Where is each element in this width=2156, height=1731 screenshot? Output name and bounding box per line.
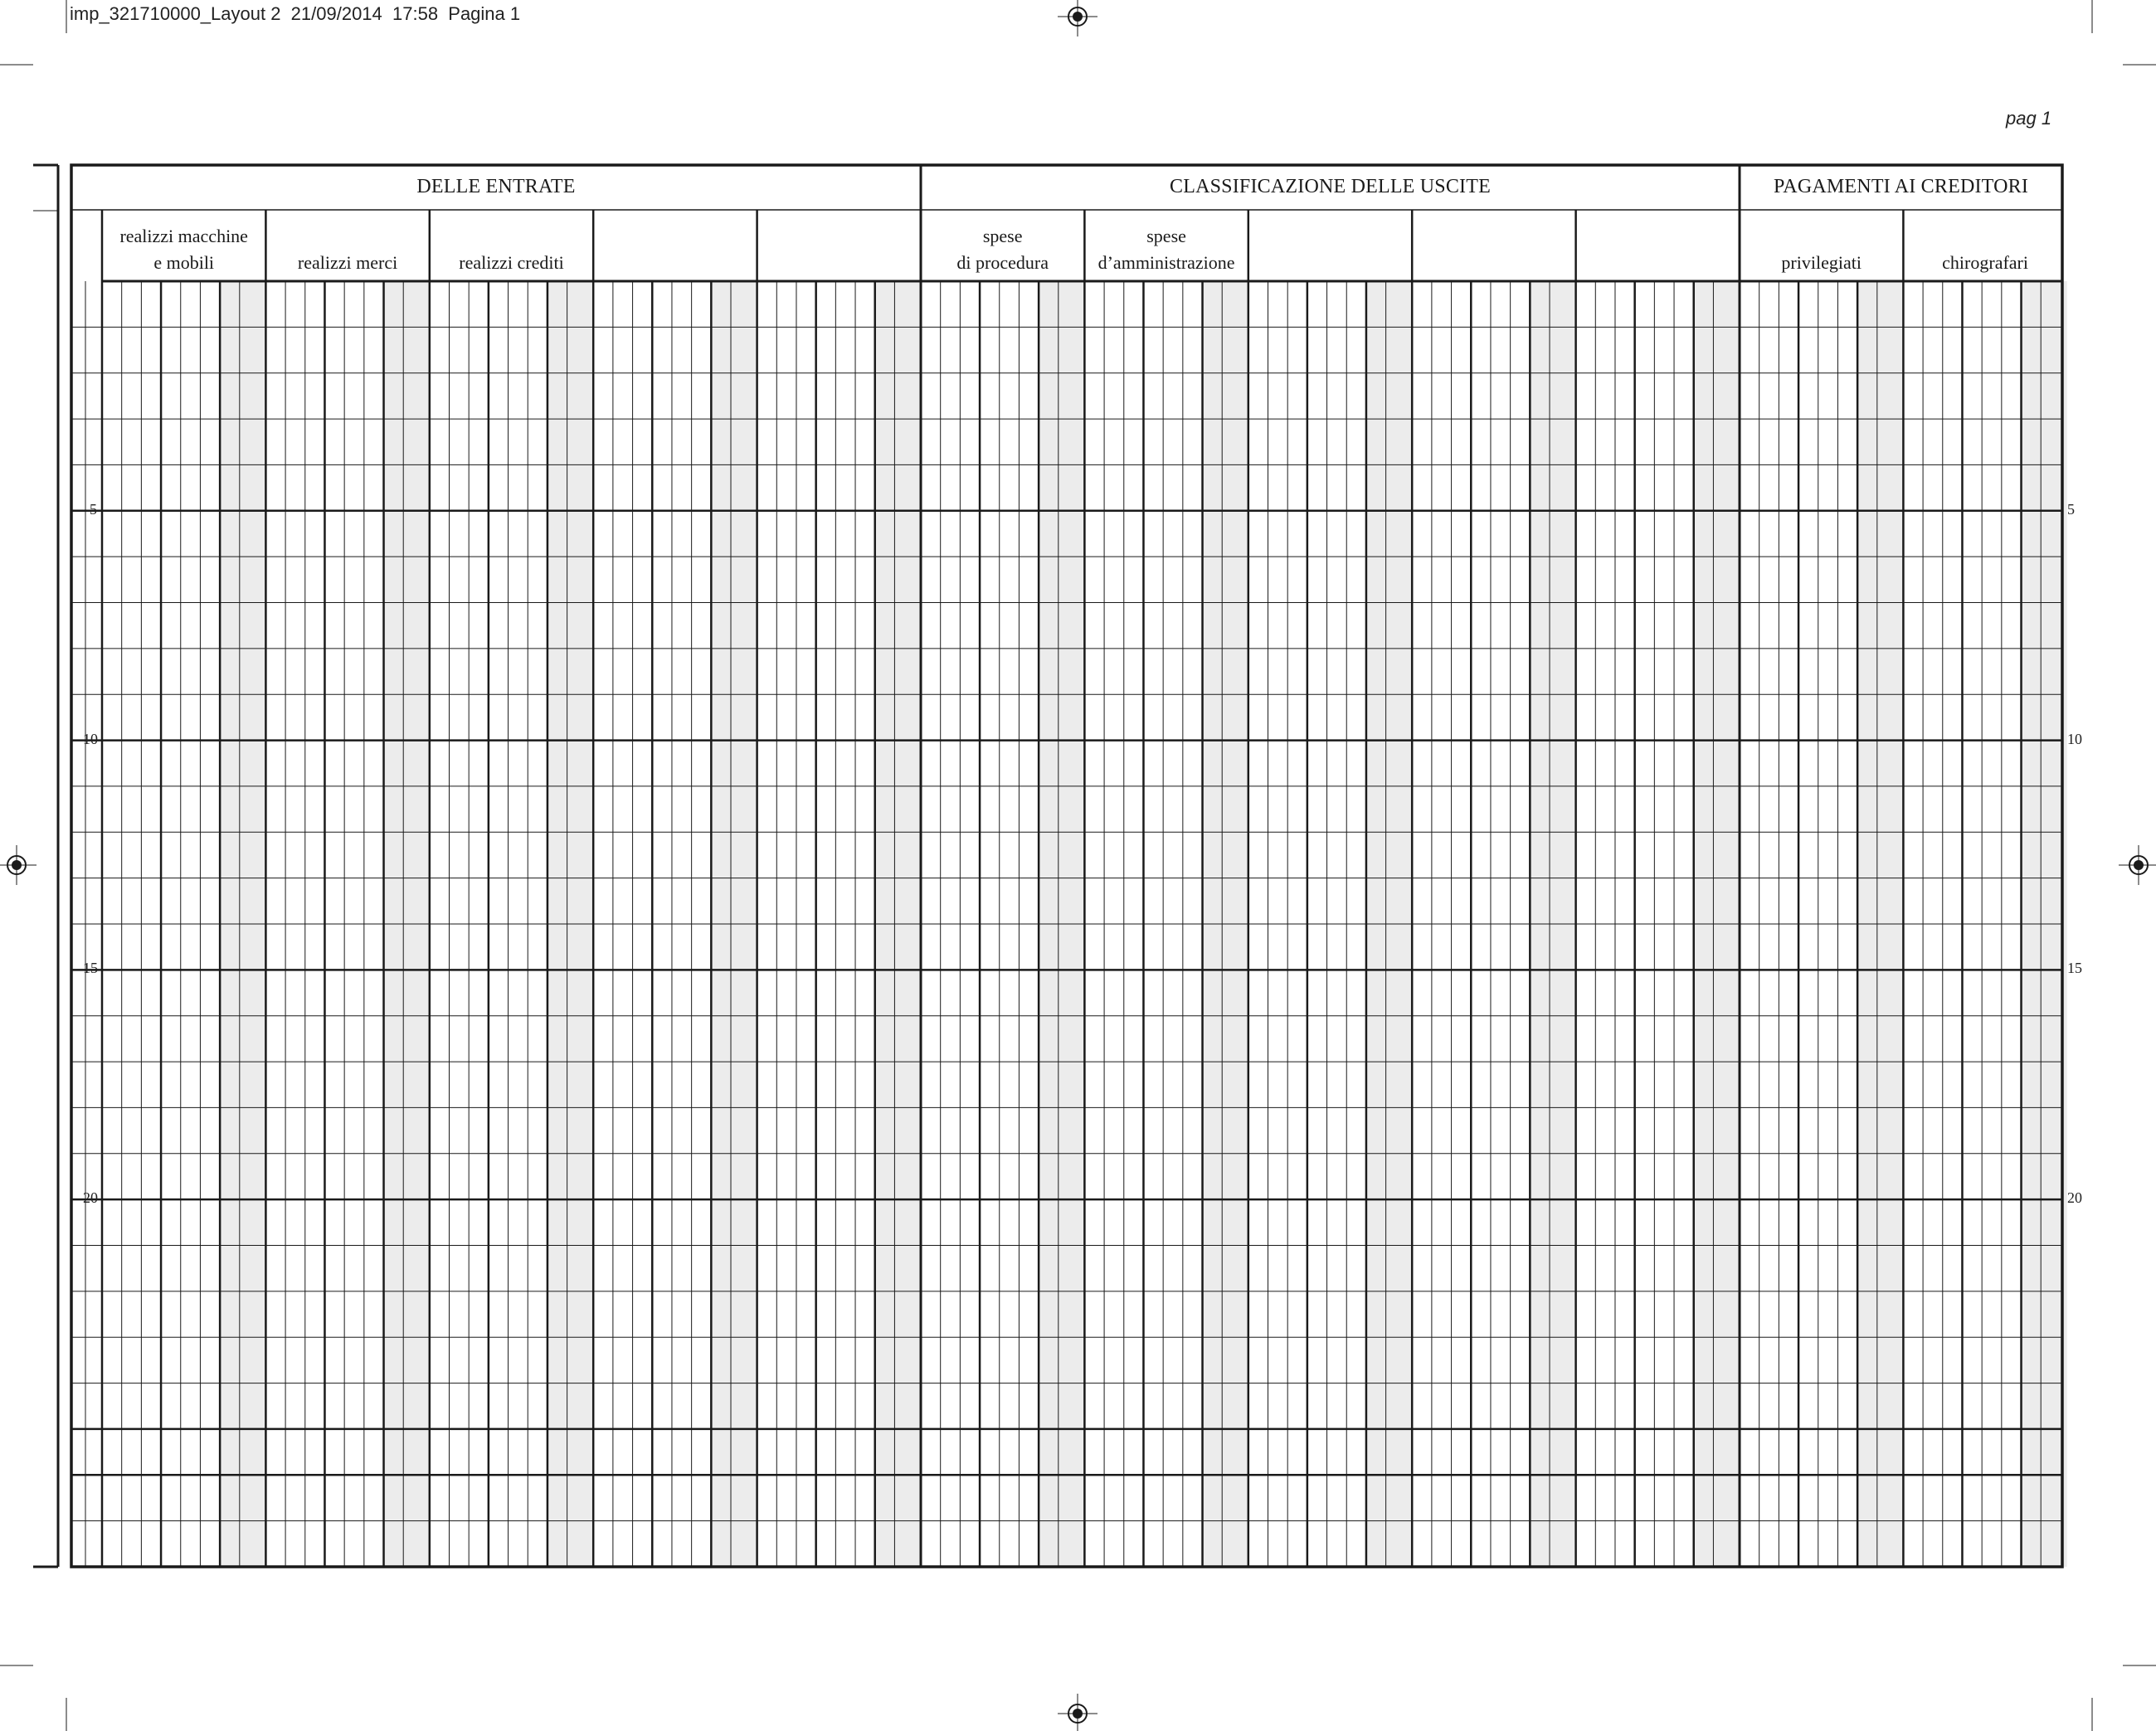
column-header: di procedura [956, 252, 1049, 273]
row-number: 20 [83, 1189, 98, 1207]
row-number: 5 [90, 500, 97, 518]
column-header: e mobili [153, 252, 215, 273]
group-header: DELLE ENTRATE [416, 176, 576, 197]
page-number: pag 1 [2006, 108, 2052, 129]
row-number: 5 [2067, 500, 2075, 518]
row-number: 10 [2067, 730, 2082, 747]
column-header: spese [1146, 226, 1186, 246]
column-header: privilegiati [1781, 252, 1862, 273]
column-header: realizzi crediti [459, 252, 564, 273]
column-header: realizzi merci [297, 252, 398, 273]
group-header: CLASSIFICAZIONE DELLE USCITE [1170, 176, 1491, 197]
column-header: chirografari [1942, 252, 2028, 273]
column-header: realizzi macchine [119, 226, 248, 246]
column-header: d’amministrazione [1097, 252, 1235, 273]
column-header: spese [982, 226, 1023, 246]
row-number: 15 [2067, 960, 2082, 977]
row-number: 15 [83, 960, 98, 977]
print-slug: imp_321710000_Layout 2 21/09/2014 17:58 Pagina 1 [70, 3, 521, 24]
row-number: 10 [83, 730, 98, 747]
row-number: 20 [2067, 1189, 2082, 1207]
group-header: PAGAMENTI AI CREDITORI [1773, 176, 2029, 197]
